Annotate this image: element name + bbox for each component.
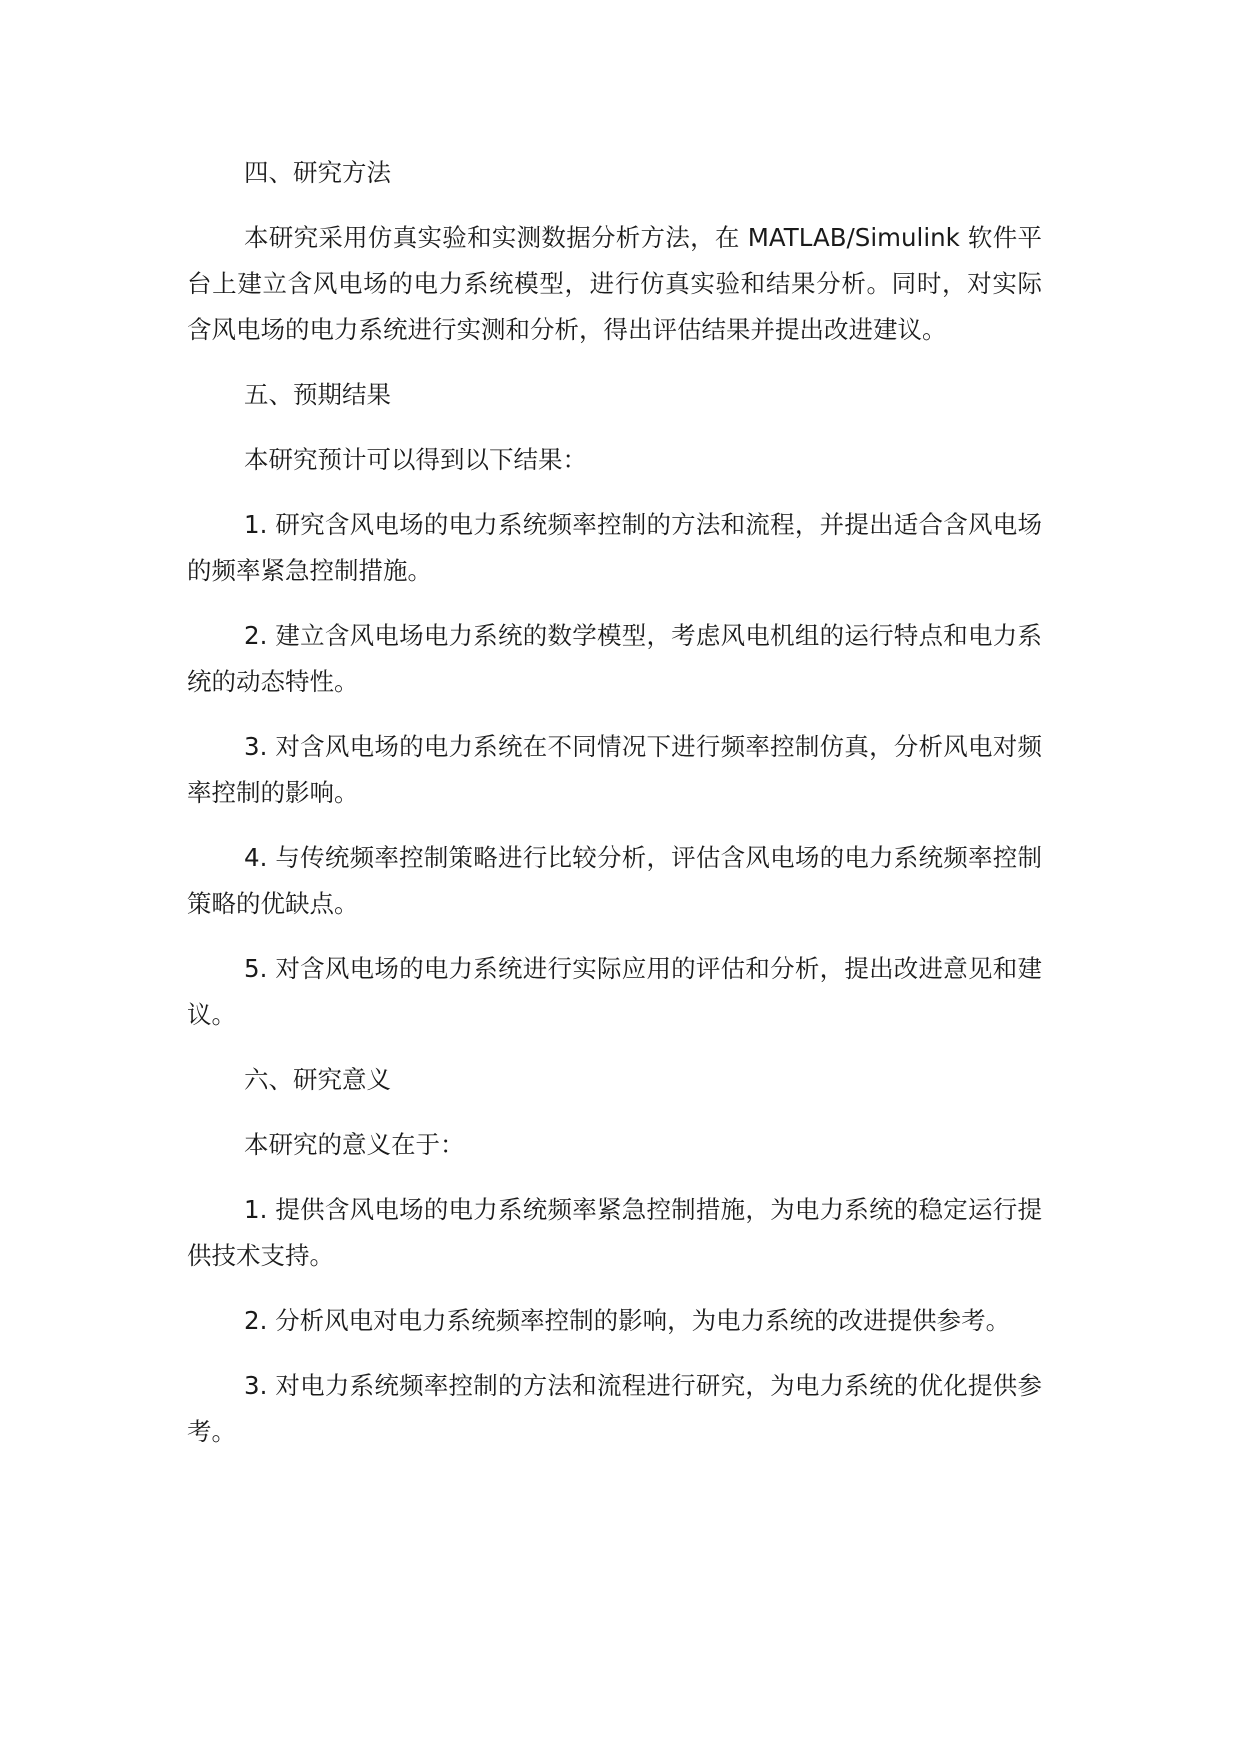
section-heading: 六、研究意义 [244,1065,391,1094]
list-item: 3. 对含风电场的电力系统在不同情况下进行频率控制仿真，分析风电对频率控制的影响。 [187,732,1042,807]
list-item: 1. 提供含风电场的电力系统频率紧急控制措施，为电力系统的稳定运行提供技术支持。 [187,1195,1042,1270]
paragraph: 本研究预计可以得到以下结果： [244,445,587,474]
paragraph: 本研究的意义在于： [244,1130,465,1159]
list-item: 3. 对电力系统频率控制的方法和流程进行研究，为电力系统的优化提供参考。 [187,1371,1042,1446]
paragraph: 本研究采用仿真实验和实测数据分析方法，在 MATLAB/Simulink 软件平台上建立含风电场的电力系统模型，进行仿真实验和结果分析。同时，对实际含风电场的电力系统进行实测和分析，得出评估结果并提出改进建议。 [187,223,1042,344]
list-item: 5. 对含风电场的电力系统进行实际应用的评估和分析，提出改进意见和建议。 [187,954,1042,1029]
section-expected-results [187,372,1042,1038]
list-item: 1. 研究含风电场的电力系统频率控制的方法和流程，并提出适合含风电场的频率紧急控制措施。 [187,510,1042,585]
list-item: 2. 建立含风电场电力系统的数学模型，考虑风电机组的运行特点和电力系统的动态特性。 [187,621,1042,696]
section-research-significance [187,1057,1042,1455]
section-heading: 五、预期结果 [244,380,391,409]
document-body [187,150,1042,1474]
section-research-methods [187,150,1042,353]
list-item: 2. 分析风电对电力系统频率控制的影响，为电力系统的改进提供参考。 [244,1306,1011,1335]
section-heading: 四、研究方法 [244,158,391,187]
list-item: 4. 与传统频率控制策略进行比较分析，评估含风电场的电力系统频率控制策略的优缺点。 [187,843,1042,918]
